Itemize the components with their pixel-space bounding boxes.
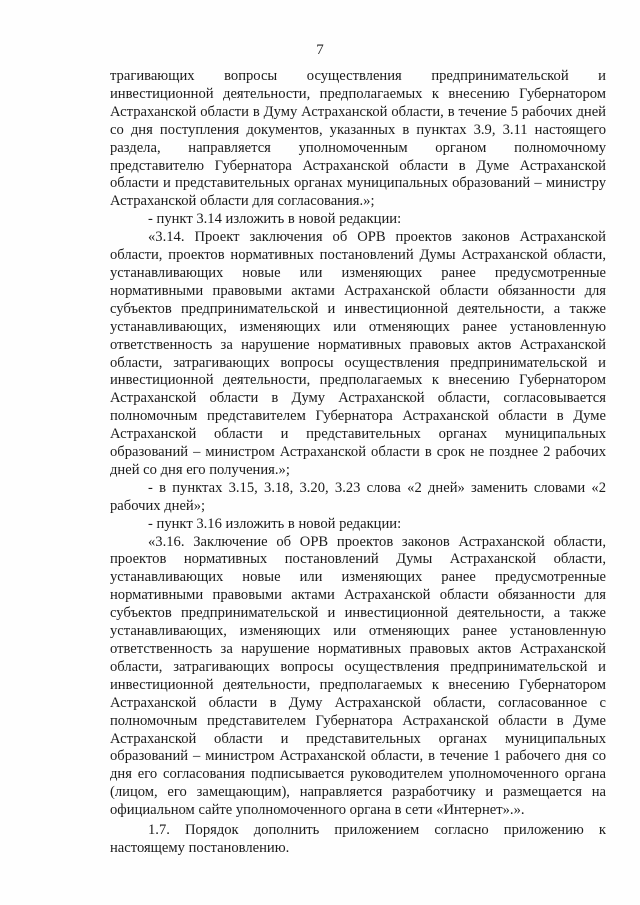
paragraph-continuation: трагивающих вопросы осуществления предпринимательской и инвестиционной деятельности, предполагаемых к внесению Губернатором Астраханской области в Думу Астраханской области, в течение 5 рабочих дней со дня поступления документов, указанных в пунктах 3.9, 3.11 настоящего раздела, направляется уполномоченным органом полномочному представителю Губернатора Астраханской области в Думе Астраханской области и представительных органах муниципальных образований – министру Астраханской области для согласования.»;: [110, 68, 606, 210]
paragraph-amendment-days: - в пунктах 3.15, 3.18, 3.20, 3.23 слова «2 дней» заменить словами «2 рабочих дней»;: [110, 479, 606, 514]
paragraph-item-1-7: 1.7. Порядок дополнить приложением согласно приложению к настоящему постановлению.: [110, 822, 606, 856]
paragraph-amendment-3-14-intro: - пункт 3.14 изложить в новой редакции:: [148, 211, 402, 228]
paragraph-clause-3-14: «3.14. Проект заключения об ОРВ проектов законов Астраханской области, проектов нормативных постановлений Думы Астраханской области, устанавливающих новые или изменяющих ранее предусмотренные нормативными правовыми актами Астраханской области обязанности для субъектов предпринимательской и инвестиционной деятельности, а также устанавливающих, изменяющих или отменяющих ранее установленную ответственность за нарушение нормативных правовых актов Астраханской области, затрагивающих вопросы осуществления предпринимательской и инвестиционной деятельности, предполагаемых к внесению Губернатором Астраханской области в Думу Астраханской области, согласовывается полномочным представителем Губернатора Астраханской области в Думе Астраханской области и представительных органах муниципальных образований – министром Астраханской области в срок не позднее 2 рабочих дней со дня его получения.»;: [110, 229, 606, 478]
document-body: [110, 68, 606, 858]
paragraph-amendment-3-16-intro: - пункт 3.16 изложить в новой редакции:: [148, 515, 402, 532]
paragraph-clause-3-16: «3.16. Заключение об ОРВ проектов законов Астраханской области, проектов нормативных постановлений Думы Астраханской области, устанавливающих новые или изменяющих ранее предусмотренные нормативными правовыми актами Астраханской области обязанности для субъектов предпринимательской и инвестиционной деятельности, а также устанавливающих, изменяющих или отменяющих ранее установленную ответственность за нарушение нормативных правовых актов Астраханской области, затрагивающих вопросы осуществления предпринимательской и инвестиционной деятельности, предполагаемых к внесению Губернатором Астраханской области в Думу Астраханской области, согласованное с полномочным представителем Губернатора Астраханской области в Думе Астраханской области и представительных органах муниципальных образований – министром Астраханской области, в течение 1 рабочего дня со дня его согласования подписывается руководителем уполномоченного органа (лицом, его замещающим), направляется разработчику и размещается на официальном сайте уполномоченного органа в сети «Интернет».».: [110, 533, 606, 819]
page-number: 7: [316, 42, 324, 58]
